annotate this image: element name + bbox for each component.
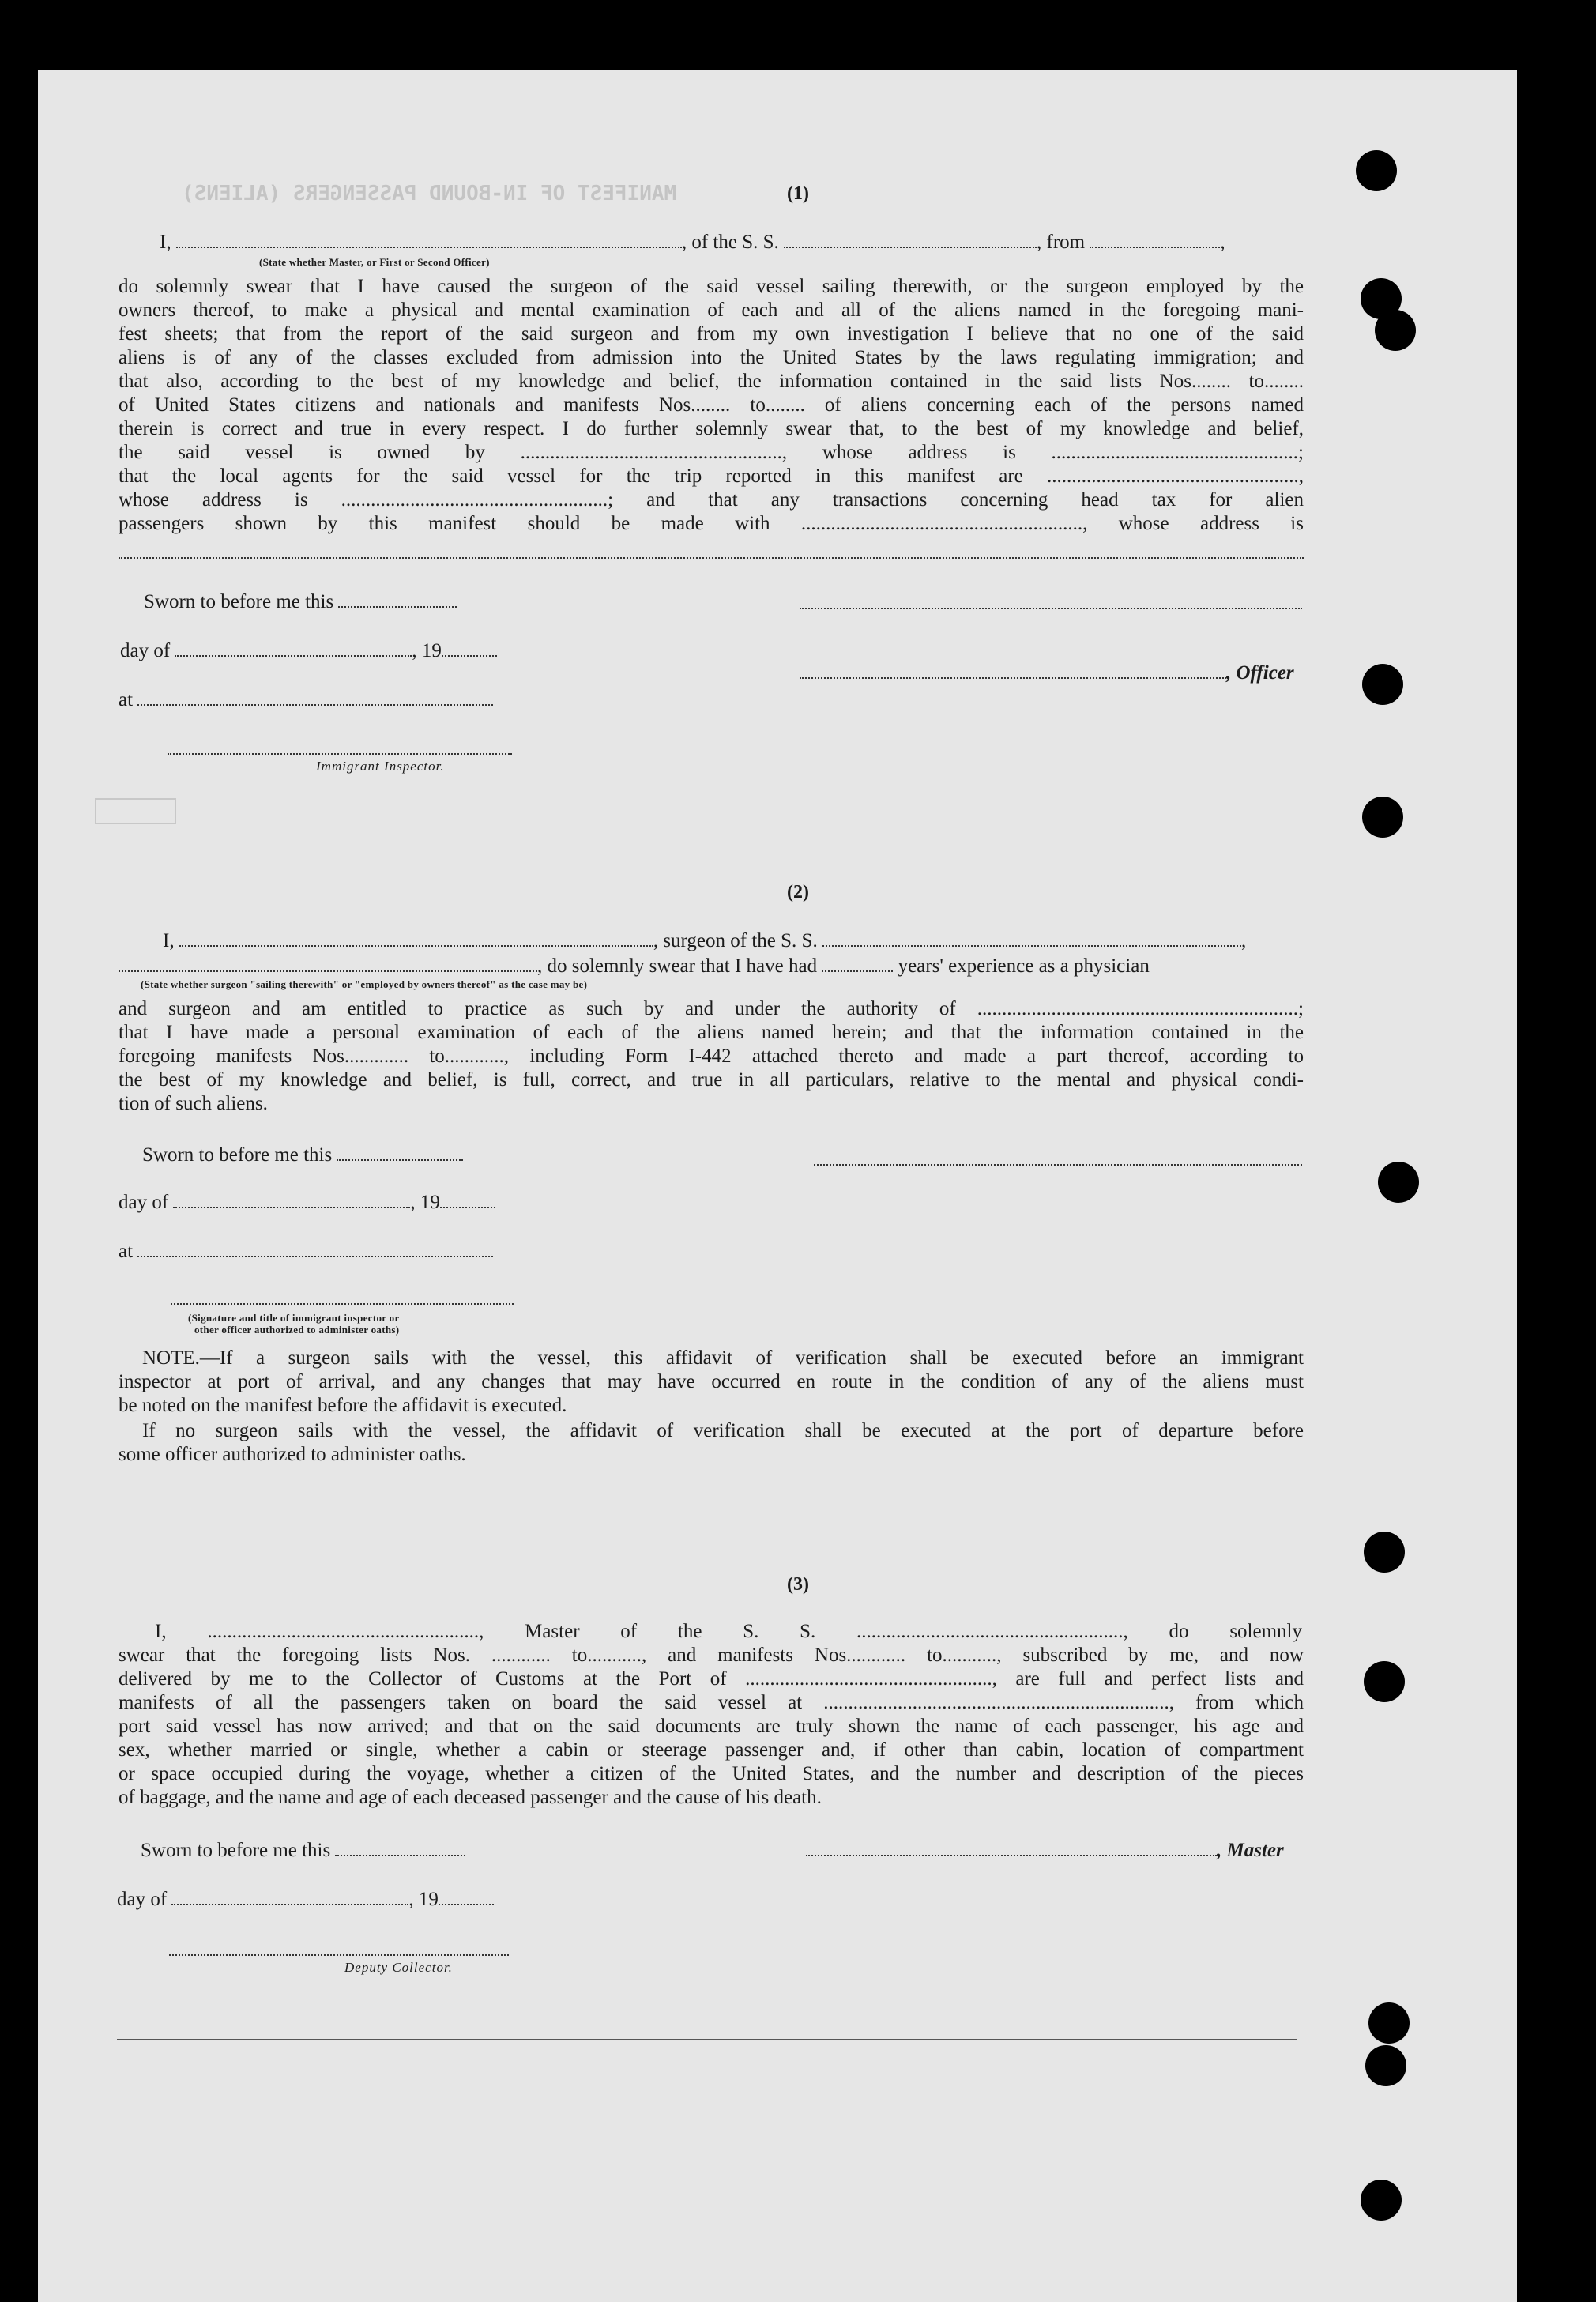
surgeon-of-label: , surgeon of the S. S.: [653, 930, 818, 951]
body-line: therein is correct and true in every respect. I do further solemnly swear that, to the best of my knowledge and belief,: [119, 418, 1304, 439]
body-line: the said vessel is owned by ....................................................., whose address is ..................................................;: [119, 442, 1304, 463]
caption-line: other officer authorized to administer oaths): [194, 1324, 400, 1336]
vessel-blank: [784, 232, 1037, 248]
punch-hole: [1368, 2002, 1410, 2044]
punch-hole: [1378, 1162, 1419, 1203]
punch-hole: [1364, 1532, 1405, 1573]
body-line: I, ......................................................., Master of the S. S. ......................................................, do solemnly: [155, 1621, 1302, 1642]
continuation-blank: [119, 556, 1304, 559]
day-of-text: day of: [119, 1192, 169, 1213]
master-blank: [806, 1840, 1217, 1856]
section-2-line2: [119, 955, 1304, 979]
experience-text: , do solemnly swear that I have had: [537, 955, 818, 977]
bleed-through-stamp: [95, 798, 176, 824]
year-text: , 19: [408, 1889, 439, 1910]
intro-comma: ,: [1220, 232, 1225, 253]
section-2-number: (2): [787, 882, 809, 902]
section-2-line1: [119, 929, 1304, 954]
body-line: whose address is ......................................................; and that any transactions concerning head tax for alien: [119, 489, 1304, 511]
punch-hole: [1362, 797, 1403, 838]
body-line: manifests of all the passengers taken on board the said vessel at ......................................................................, from which: [119, 1692, 1304, 1713]
section-1-intro: [119, 231, 1304, 255]
body-line: the best of my knowledge and belief, is full, correct, and true in all particulars, relative to the mental and physical condi-: [119, 1069, 1304, 1091]
year-blank: [442, 641, 497, 657]
body-line: tion of such aliens.: [119, 1093, 268, 1114]
day-of-text: day of: [120, 640, 171, 661]
signature-blank: [171, 1302, 514, 1305]
day-of-line: [117, 1889, 494, 1911]
body-line: foregoing manifests Nos............. to............, including Form I-442 attached thereto and made a part thereof, according to: [119, 1046, 1304, 1067]
sworn-label: [141, 1840, 465, 1862]
note-line: be noted on the manifest before the affidavit is executed.: [119, 1395, 567, 1416]
intro-note: (State whether Master, or First or Second Officer): [259, 256, 490, 268]
master-line: [806, 1840, 1284, 1862]
body-line: delivered by me to the Collector of Customs at the Port of .................................................., are full and perfect lists and: [119, 1668, 1304, 1690]
body-line: of baggage, and the name and age of each deceased passenger and the cause of his death.: [119, 1787, 822, 1808]
body-line: or space occupied during the voyage, whether a citizen of the United States, and the number and description of the pieces: [119, 1763, 1304, 1784]
signature-blank: [800, 607, 1302, 609]
inspector-signature-blank: [168, 752, 512, 755]
year-blank: [439, 1889, 494, 1905]
name-blank: [176, 232, 682, 248]
body-line: do solemnly swear that I have caused the surgeon of the said vessel sailing therewith, or the surgeon employed by the: [119, 276, 1304, 297]
caption-line: (Signature and title of immigrant inspector or: [188, 1312, 400, 1324]
body-line: that also, according to the best of my knowledge and belief, the information contained in the said lists Nos........ to........: [119, 371, 1304, 392]
intro-vessel-label: , of the S. S.: [681, 232, 779, 253]
at-text: at: [119, 689, 134, 710]
body-line: and surgeon and am entitled to practice as such by and under the authority of .................................................................;: [119, 998, 1304, 1019]
day-of-text: day of: [117, 1889, 168, 1910]
at-text: at: [119, 1241, 134, 1262]
note-line: inspector at port of arrival, and any changes that may have occurred en route in the condition of any of the aliens must: [119, 1371, 1304, 1392]
intro-i: I,: [160, 232, 171, 253]
officer-label: , Officer: [1226, 662, 1294, 684]
sworn-label: [144, 591, 457, 613]
note-line: NOTE.—If a surgeon sails with the vessel, this affidavit of verification shall be executed before an immigrant: [142, 1347, 1304, 1369]
inspector-caption: Immigrant Inspector.: [316, 759, 445, 774]
note-line: If no surgeon sails with the vessel, the affidavit of verification shall be executed at the port of departure before: [142, 1420, 1304, 1441]
sworn-blank: [335, 1840, 465, 1856]
bleed-through-header: MANIFEST OF IN-BOUND PASSENGERS (ALIENS): [182, 182, 677, 205]
day-of-line: [120, 640, 497, 662]
body-line: swear that the foregoing lists Nos. ............ to..........., and manifests Nos............ to..........., subscribed by me, and now: [119, 1645, 1304, 1666]
year-text: , 19: [410, 1192, 440, 1213]
punch-hole: [1362, 664, 1403, 705]
sworn-blank: [337, 1145, 463, 1161]
punch-hole: [1365, 2045, 1406, 2086]
body-line: of United States citizens and nationals and manifests Nos........ to........ of aliens concerning each of the persons named: [119, 394, 1304, 416]
sworn-text: Sworn to before me this: [144, 591, 334, 612]
signature-caption: [188, 1312, 400, 1336]
note-line: some officer authorized to administer oaths.: [119, 1444, 466, 1465]
sworn-label: [142, 1144, 463, 1166]
surgeon-vessel-blank: [822, 931, 1241, 947]
sworn-text: Sworn to before me this: [141, 1840, 331, 1861]
signature-blank: [814, 1163, 1302, 1166]
at-blank: [137, 690, 493, 706]
day-blank: [171, 1889, 408, 1905]
physician-text: years' experience as a physician: [898, 955, 1150, 977]
body-line: that the local agents for the said vessel for the trip reported in this manifest are ...................................................,: [119, 465, 1304, 487]
surgeon-type-blank: [119, 956, 537, 972]
years-blank: [822, 956, 893, 972]
at-line: [119, 689, 493, 711]
line1-comma: ,: [1240, 930, 1247, 951]
from-blank: [1090, 232, 1220, 248]
punch-hole: [1361, 2180, 1402, 2221]
section-3-number: (3): [787, 1574, 809, 1595]
punch-hole: [1364, 1661, 1405, 1702]
collector-signature-blank: [169, 1953, 509, 1956]
body-line: port said vessel has now arrived; and that on the said documents are truly shown the name of each passenger, his age and: [119, 1716, 1304, 1737]
day-blank: [175, 641, 412, 657]
intro-from-label: , from: [1037, 232, 1086, 253]
body-line: fest sheets; that from the report of the said surgeon and from my own investigation I believe that no one of the said: [119, 323, 1304, 345]
section-1-number: (1): [787, 183, 809, 204]
surgeon-name-blank: [179, 931, 653, 947]
body-line: owners thereof, to make a physical and mental examination of each and all of the aliens named in the foregoing mani-: [119, 300, 1304, 321]
body-line: aliens is of any of the classes excluded from admission into the United States by the laws regulating immigration; and: [119, 347, 1304, 368]
at-blank: [137, 1241, 493, 1257]
officer-line: [800, 662, 1294, 684]
day-of-line: [119, 1192, 495, 1214]
officer-blank: [800, 663, 1226, 679]
at-line: [119, 1241, 493, 1263]
body-line: that I have made a personal examination of each of the aliens named herein; and that the information contained in the: [119, 1022, 1304, 1043]
line1-i: I,: [163, 930, 175, 951]
day-blank: [173, 1192, 410, 1208]
punch-hole: [1375, 310, 1416, 351]
sworn-text: Sworn to before me this: [142, 1144, 333, 1166]
year-text: , 19: [412, 640, 442, 661]
body-line: sex, whether married or single, whether a cabin or steerage passenger and, if other than cabin, location of compartment: [119, 1739, 1304, 1761]
master-label: , Master: [1217, 1840, 1284, 1861]
line2-note: (State whether surgeon "sailing therewith" or "employed by owners thereof" as the case may be): [141, 978, 588, 990]
bottom-rule: [117, 2039, 1297, 2040]
year-blank: [440, 1192, 495, 1208]
collector-caption: Deputy Collector.: [344, 1960, 453, 1975]
sworn-blank: [338, 592, 457, 608]
body-line: passengers shown by this manifest should be made with ........................................................., whose address is: [119, 513, 1304, 534]
